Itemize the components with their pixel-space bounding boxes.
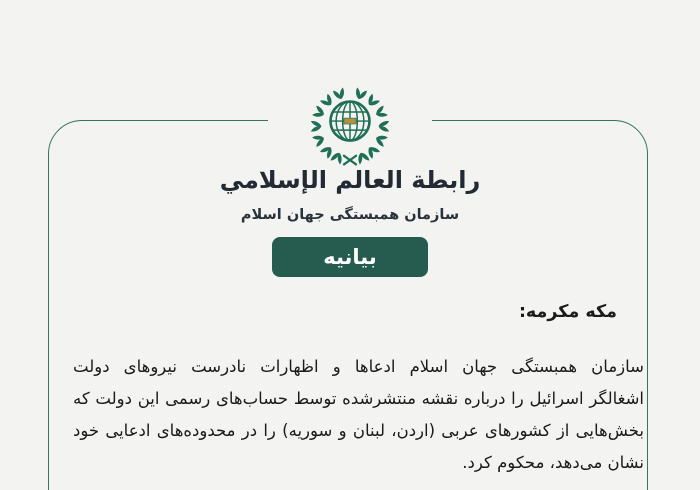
statement-body-line: سازمان همبستگی جهان اسلام ادعاها و اظهارات نادرست نیروهای دولت [73,357,644,376]
statement-body [73,351,644,479]
statement-banner: بیانیه [272,237,428,277]
wreath-globe-emblem-icon [298,82,402,174]
persian-org-subtitle: سازمان همبستگی جهان اسلام [240,207,460,223]
statement-body-line: نشان می‌دهد، محکوم کرد. [462,453,644,472]
emblem-gold-band [344,118,356,124]
statement-body-line: اشغالگر اسرائیل را درباره نقشه منتشرشده توسط حساب‌های رسمی این دولت که [73,389,644,408]
arabic-org-title: رابطة العالم الإسلامي [219,166,481,194]
dateline: مکه مکرمه: [518,302,617,322]
statement-body-line: بخش‌هایی از کشورهای عربی (اردن، لبنان و سوریه) را در محدوده‌های ادعایی خود [73,421,644,440]
